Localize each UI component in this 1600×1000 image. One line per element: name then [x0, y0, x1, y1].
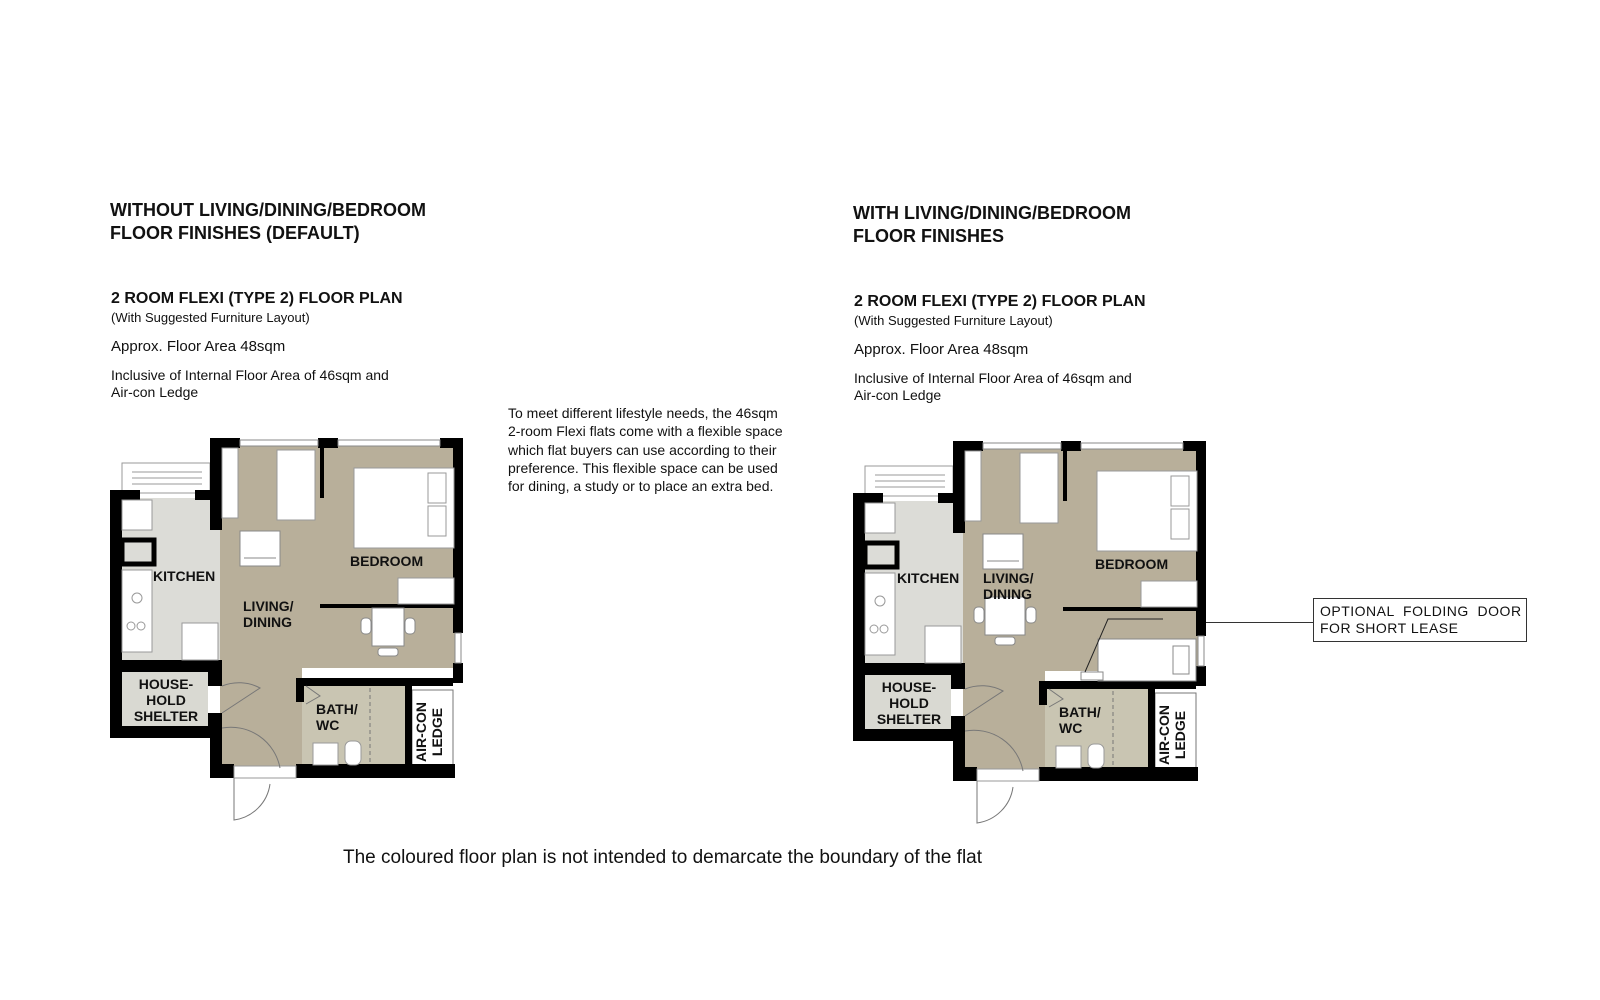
- description-line: which flat buyers can use according to their: [508, 441, 777, 458]
- right-inclusive-line: Inclusive of Internal Floor Area of 46sqm and: [854, 370, 1132, 386]
- bedroom-label: BEDROOM: [1095, 556, 1169, 572]
- bath-label: BATH/: [316, 701, 358, 717]
- dining-label: DINING: [243, 614, 292, 630]
- left-floor-area: Approx. Floor Area 48sqm: [111, 338, 286, 355]
- ledge-label: LEDGE: [429, 707, 445, 757]
- left-plan-subtitle: (With Suggested Furniture Layout): [111, 310, 310, 325]
- callout-line-text: OPTIONAL FOLDING DOOR: [1320, 603, 1522, 619]
- extra-bed: [1081, 639, 1196, 681]
- kitchen-label: KITCHEN: [153, 568, 216, 584]
- ledge-label: LEDGE: [1172, 710, 1188, 760]
- disclaimer: The coloured floor plan is not intended to demarcate the boundary of the flat: [343, 847, 983, 868]
- left-heading-line: FLOOR FINISHES (DEFAULT): [110, 223, 360, 243]
- callout-line: [1206, 622, 1314, 623]
- bedroom-label: BEDROOM: [350, 553, 424, 569]
- right-heading-line: WITH LIVING/DINING/BEDROOM: [853, 203, 1131, 223]
- left-inclusive-line: Air-con Ledge: [111, 384, 199, 400]
- dining-label: DINING: [983, 586, 1032, 602]
- left-heading-line: WITHOUT LIVING/DINING/BEDROOM: [110, 200, 426, 220]
- right-heading: [853, 202, 1131, 248]
- living-label: LIVING/: [983, 570, 1034, 586]
- right-inclusive-line: Air-con Ledge: [854, 387, 942, 403]
- right-inclusive-note: [854, 370, 1132, 404]
- description-line: preference. This flexible space can be used: [508, 459, 778, 476]
- description-line: To meet different lifestyle needs, the 46sqm: [508, 405, 778, 421]
- shelter-label: HOLD: [146, 692, 186, 708]
- wc-label: WC: [316, 717, 340, 733]
- folding-door-callout: [1313, 598, 1527, 642]
- description-line: for dining, a study or to place an extra bed.: [508, 478, 774, 495]
- right-heading-line: FLOOR FINISHES: [853, 226, 1005, 246]
- right-plan-subtitle: (With Suggested Furniture Layout): [854, 313, 1053, 328]
- left-inclusive-line: Inclusive of Internal Floor Area of 46sqm and: [111, 367, 389, 383]
- bath-label: BATH/: [1059, 704, 1101, 720]
- wc-label: WC: [1059, 720, 1083, 736]
- shelter-label: SHELTER: [876, 711, 942, 727]
- living-label: LIVING/: [243, 598, 294, 614]
- shelter-label: HOUSE-: [881, 679, 937, 695]
- aircon-label: AIR-CON: [1156, 705, 1172, 765]
- left-floor-plan: [110, 438, 470, 828]
- left-inclusive-note: [111, 367, 389, 401]
- description-line: 2-room Flexi flats come with a flexible space: [508, 423, 783, 440]
- shelter-label: HOUSE-: [138, 676, 194, 692]
- right-plan-title: 2 ROOM FLEXI (TYPE 2) FLOOR PLAN: [854, 293, 1146, 310]
- right-floor-plan: [853, 441, 1213, 831]
- kitchen-label: KITCHEN: [897, 570, 960, 586]
- shelter-label: SHELTER: [133, 708, 199, 724]
- left-plan-title: 2 ROOM FLEXI (TYPE 2) FLOOR PLAN: [111, 290, 403, 307]
- aircon-label: AIR-CON: [413, 702, 429, 762]
- callout-line-text: FOR SHORT LEASE: [1320, 620, 1459, 636]
- right-floor-area: Approx. Floor Area 48sqm: [854, 341, 1029, 358]
- shelter-label: HOLD: [889, 695, 929, 711]
- flexi-description: [508, 404, 808, 495]
- left-heading: [110, 199, 426, 245]
